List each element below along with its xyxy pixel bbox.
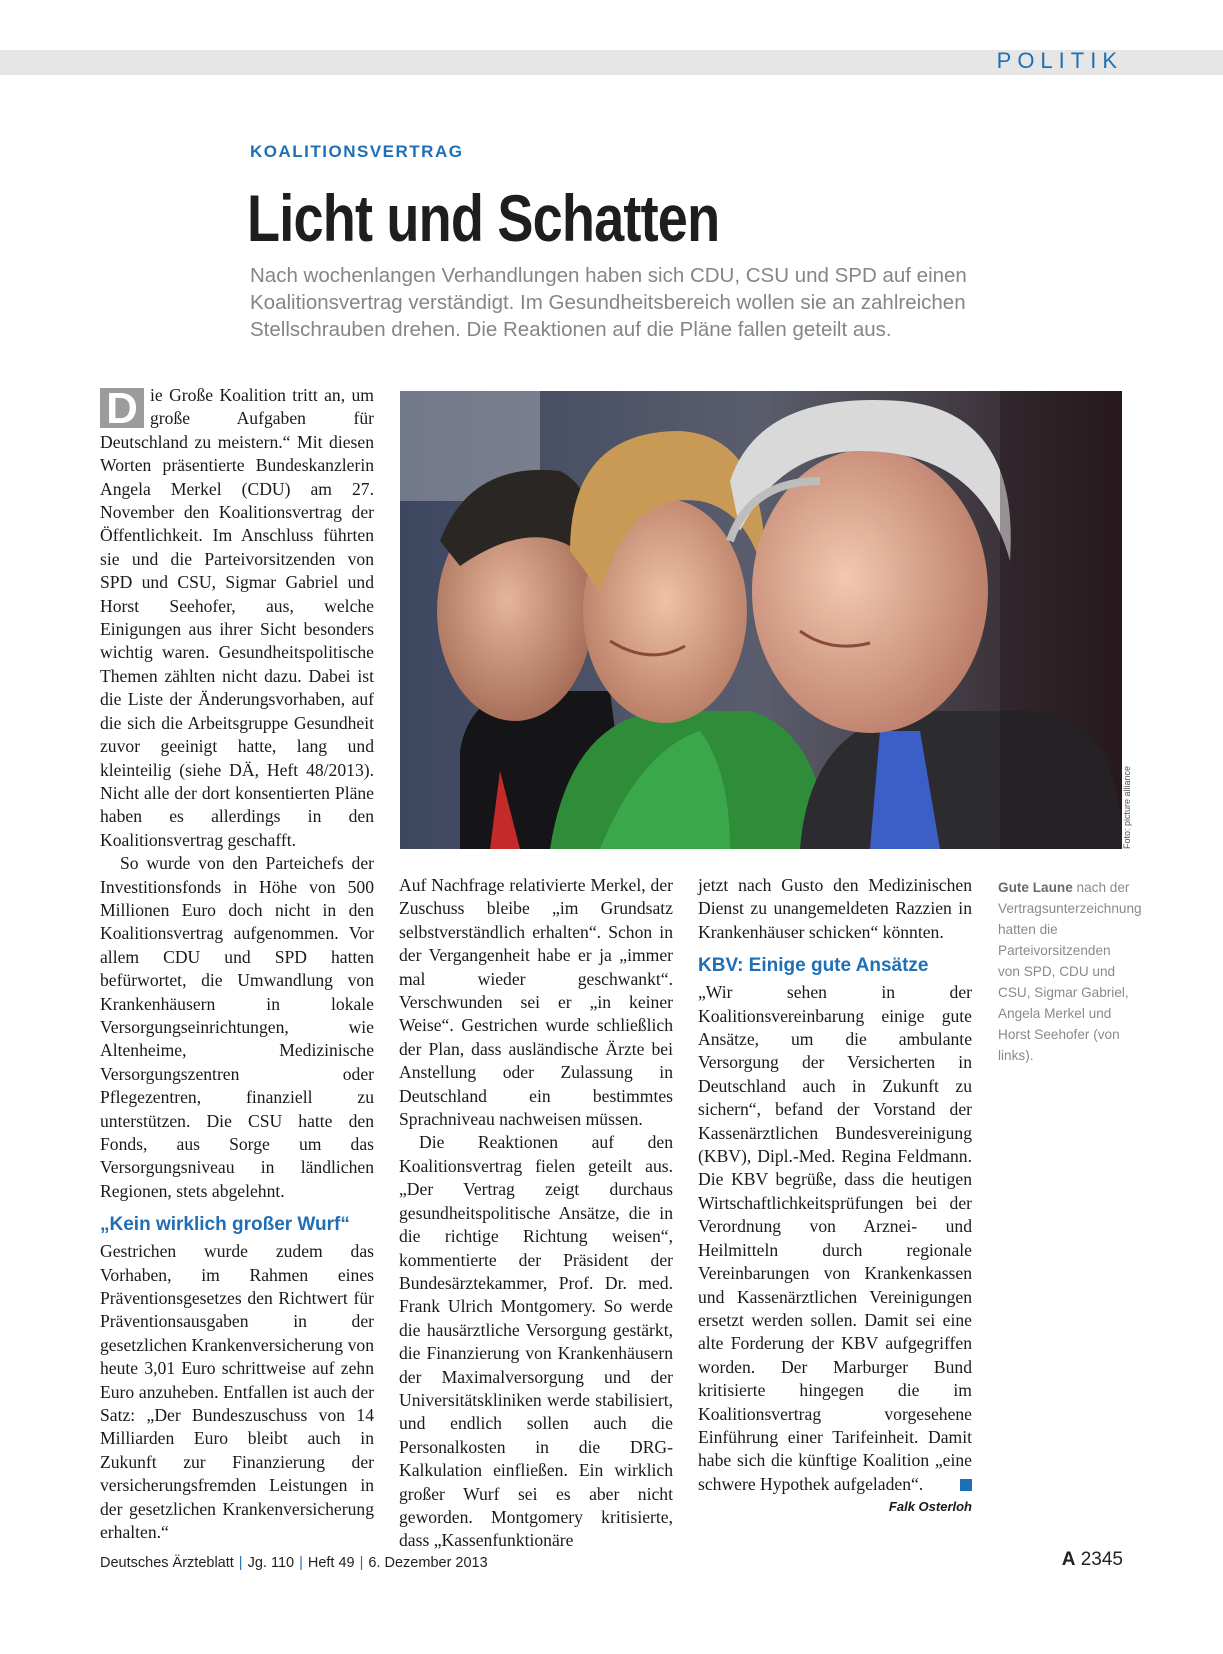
article-column-2 bbox=[399, 874, 673, 1553]
article-column-1 bbox=[100, 384, 374, 1545]
journal-issue: Heft 49 bbox=[307, 1555, 355, 1571]
paragraph-3: Gestrichen wurde zudem das Vorhaben, im Rahmen eines Präventionsgesetzes den Richtwert für Präventionsausgaben in der gesetzlichen Krankenversicherung von heute 3,01 Euro schrittweise auf zehn Euro anzuheben. Entfallen ist auch der Satz: „Der Bundeszuschuss von 14 Milliarden Euro bleibt auch in Zukunft zur Finanzierung der versicherungsfremden Leistungen in der gesetzlichen Krankenversicherung erhalten.“ bbox=[100, 1241, 374, 1543]
end-of-article-mark bbox=[960, 1479, 972, 1491]
paragraph-1-text: ie Große Koalition tritt an, um große Aufgaben für Deutschland zu meistern.“ Mit diesen Worten präsentierte Bundeskanzlerin Angela Merkel (CDU) am 27. November den Koalitionsvertrag der Öffentlichkeit. Im Anschluss führten sie und die Parteivorsitzenden von SPD und CSU, Sigmar Gabriel und Horst Seehofer, aus, welche Einigungen aus ihrer Sicht besonders wichtig waren. Gesundheitspolitische Themen zählten nicht dazu. Dabei ist die Liste der Änderungsvorhaben, auf die sich die Arbeitsgruppe Gesundheit zuvor geeinigt hatte, lang und kleinteilig (siehe DÄ, Heft 48/2013). Nicht alle der dort konsentierten Pläne haben es allerdings in den Koalitionsvertrag geschafft. bbox=[100, 385, 374, 850]
article-column-3 bbox=[698, 874, 972, 1518]
paragraph-7 bbox=[698, 981, 972, 1496]
article-photo bbox=[400, 391, 1122, 849]
drop-cap: D bbox=[100, 388, 144, 428]
footer-separator: | bbox=[359, 1555, 364, 1571]
footer-separator: | bbox=[238, 1555, 243, 1571]
journal-name: Deutsches Ärzteblatt bbox=[100, 1555, 234, 1571]
caption-text: nach der Vertragsunterzeichnung hatten die Parteivorsitzenden von SPD, CDU und CSU, Sigmar Gabriel, Angela Merkel und Horst Seehofer (von links). bbox=[998, 880, 1142, 1063]
paragraph-1 bbox=[100, 384, 374, 852]
paragraph-5: Die Reaktionen auf den Koalitionsvertrag fielen geteilt aus. „Der Vertrag zeigt durchaus gesundheitspolitische Ansätze, die in die richtige Richtung weisen“, kommentierte der Präsident der Bundesärztekammer, Prof. Dr. med. Frank Ulrich Montgomery. So werde die hausärztliche Versorgung gestärkt, die Finanzierung von Krankenhäusern der Maximalversorgung und der Universitätskliniken werde stabilisiert, und endlich sollen auch die Personalkosten in die DRG-Kalkulation einfließen. Ein wirklich großer Wurf sei es aber nicht geworden. Montgomery kritisierte, dass „Kassenfunktionäre bbox=[399, 1132, 673, 1551]
author-byline: Falk Osterloh bbox=[888, 1499, 972, 1515]
paragraph-7-text: „Wir sehen in der Koalitionsvereinbarung einige gute Ansätze, um die ambulante Versorgung der Versicherten in Deutschland auch in Zukunft zu sichern“, befand der Vorstand der Kassenärztlichen Bundesvereinigung (KBV), Dipl.-Med. Regina Feldmann. Die KBV begrüße, dass die heutigen Wirtschaftlichkeitsprüfungen bei der Verordnung von Arznei- und Heilmitteln durch regionale Vereinbarungen von Krankenkassen und Kassenärztlichen Vereinigungen ersetzt werden sollen. Damit sei eine alte Forderung der KBV aufgegriffen worden. Der Marburger Bund kritisierte hingegen die im Koalitionsvertrag vorgesehene Einführung einer Tarifeinheit. Damit habe sich die künftige Koalition „eine schwere Hypothek aufgeladen“. bbox=[698, 982, 972, 1494]
article-kicker: KOALITIONSVERTRAG bbox=[250, 142, 464, 161]
page-footer bbox=[100, 1555, 488, 1571]
article-lead: Nach wochenlangen Verhandlungen haben sich CDU, CSU und SPD auf einen Koalitionsvertrag verständigt. Im Gesundheitsbereich wollen sie an zahlreichen Stellschrauben drehen. Die Reaktionen auf die Pläne fallen geteilt aus. bbox=[250, 264, 967, 341]
footer-separator: | bbox=[299, 1555, 303, 1571]
paragraph-2: So wurde von den Parteichefs der Investitionsfonds in Höhe von 500 Millionen Euro doch nicht in den Koalitionsvertrag aufgenommen. Vor allem CDU und SPD hatten befürwortet, die Umwandlung von Krankenhäusern in lokale Versorgungseinrichtungen, wie Altenheime, Medizinische Versorgungszentren oder Pflegezentren, finanziell zu unterstützen. Die CSU hatte den Fonds, aus Sorge um das Versorgungsniveau in ländlichen Regionen, stets abgelehnt. bbox=[100, 853, 374, 1201]
section-label: POLITIK bbox=[996, 48, 1123, 73]
photo-caption bbox=[998, 877, 1142, 1066]
photo-illustration bbox=[400, 391, 1122, 849]
page-number-value: 2345 bbox=[1080, 1549, 1123, 1570]
caption-label: Gute Laune bbox=[998, 880, 1073, 895]
issue-date: 6. Dezember 2013 bbox=[368, 1555, 488, 1571]
page-prefix: A bbox=[1061, 1549, 1076, 1570]
article-headline: Licht und Schatten bbox=[247, 181, 720, 255]
paragraph-4: Auf Nachfrage relativierte Merkel, der Zuschuss bleibe „im Grundsatz selbstverständlich erhalten“. Schon in der Vergangenheit habe er ja „immer mal wieder geschwankt“. Verschwunden sei er „in keiner Weise“. Gestrichen wurde schließlich der Plan, dass ausländische Ärzte bei Anstellung oder Zulassung in Deutschland ein bestimmtes Sprachniveau nachweisen müssen. bbox=[399, 875, 673, 1130]
subheading-kein-wirklich-grosser-wurf: „Kein wirklich großer Wurf“ bbox=[100, 1214, 350, 1236]
photo-credit: Foto: picture alliance bbox=[1122, 765, 1132, 849]
journal-volume: Jg. 110 bbox=[247, 1555, 295, 1571]
paragraph-6: jetzt nach Gusto den Medizinischen Dienst zu unangemeldeten Razzien in Krankenhäuser schicken“ könnten. bbox=[698, 875, 972, 942]
subheading-kbv: KBV: Einige gute Ansätze bbox=[698, 955, 929, 977]
page-number bbox=[1062, 1549, 1123, 1571]
